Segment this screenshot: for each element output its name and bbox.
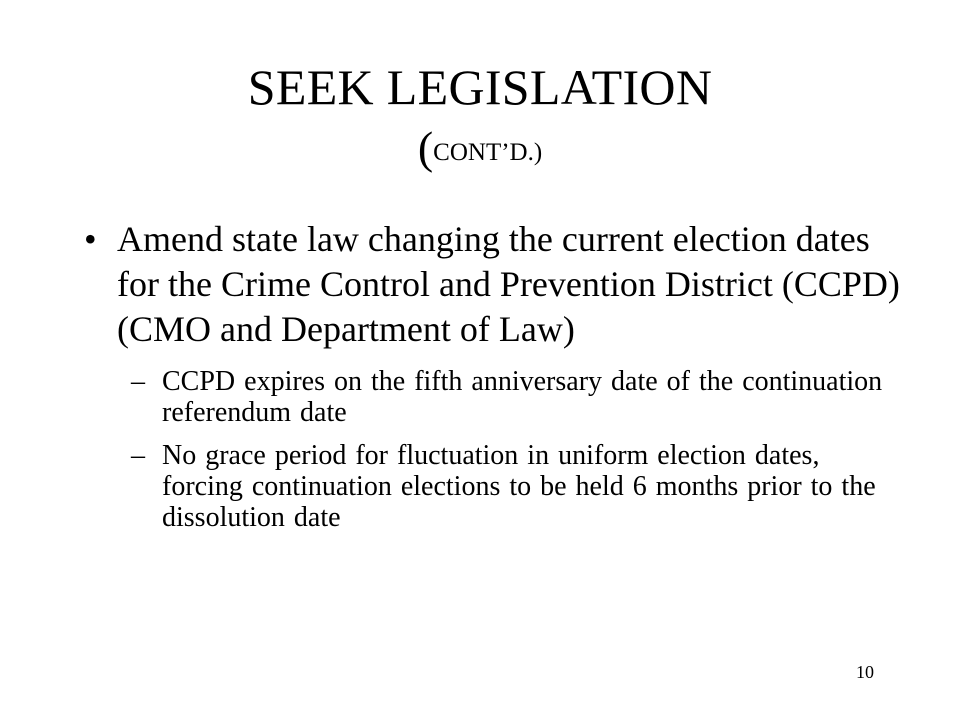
bullet-text: Amend state law changing the current election dates for the Crime Control and Prevention District (CCPD) (CMO and Department of Law) <box>117 219 900 349</box>
subtitle-close-paren: ) <box>533 139 543 166</box>
slide-title-block <box>0 59 960 173</box>
sub-bullet-item <box>131 366 904 428</box>
dash-marker: – <box>131 366 145 397</box>
sub-bullet-text: No grace period for fluctuation in uniform election dates, forcing continuation elections to be held 6 months prior to the dissolution date <box>162 440 876 533</box>
sub-bullet-item <box>131 440 904 533</box>
sub-bullet-text: CCPD expires on the fifth anniversary date of the continuation referendum date <box>162 366 883 428</box>
bullet-marker: • <box>84 219 97 259</box>
dash-marker: – <box>131 440 145 471</box>
page-number: 10 <box>856 662 874 682</box>
slide-title: SEEK LEGISLATION <box>247 59 713 115</box>
subtitle-open-paren: ( <box>417 122 434 173</box>
bullet-item <box>84 217 904 352</box>
subtitle-text: CONT’D. <box>433 139 534 166</box>
slide-subtitle <box>0 122 960 173</box>
slide-body <box>84 217 904 545</box>
sub-bullet-list <box>131 366 904 533</box>
